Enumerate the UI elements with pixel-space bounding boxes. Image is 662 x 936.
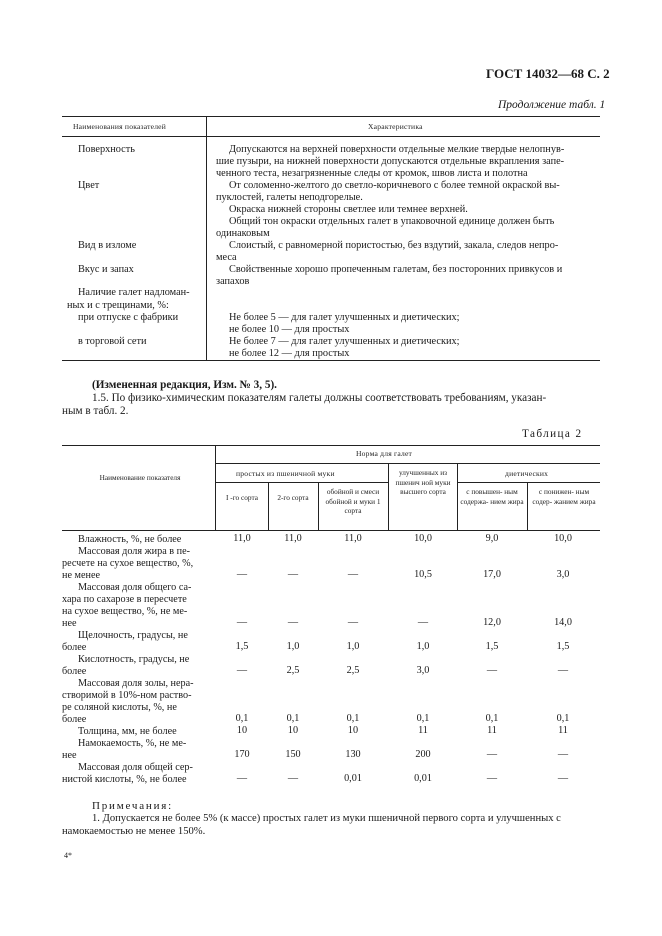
table2-row-name: не менее — [62, 570, 100, 581]
table2-cell: 11 — [558, 725, 568, 736]
table1-row-desc: Не более 7 — для галет улучшенных и диетических; — [229, 336, 460, 347]
table2-cell: — — [486, 773, 498, 784]
table2-row-name: Влажность, %, не более — [78, 534, 182, 545]
table1-col-name-header: Наименования показателей — [73, 122, 167, 131]
table2-row-name: Щелочность, градусы, не — [78, 630, 188, 641]
table2-cell: — — [557, 665, 569, 676]
page-header-title: ГОСТ 14032—68 С. 2 — [486, 66, 610, 81]
table2-cell: — — [486, 749, 498, 760]
paragraph-line: 1.5. По физико-химическим показателям галеты должны соответствовать требованиям, указан- — [92, 392, 547, 404]
table2-cell: — — [287, 617, 299, 628]
table2-improved-header: улучшенных из пшенич ной муки высшего сорта — [395, 468, 451, 496]
table2-cell: — — [236, 569, 248, 580]
table1-row-desc: пуклостей, галеты неподгорелые. — [216, 192, 363, 203]
table-continuation-label: Продолжение табл. 1 — [498, 99, 606, 111]
notes-title: Примечания: — [92, 800, 174, 812]
table2-d1-header: с повышен- ным содержа- нием жира — [460, 487, 524, 506]
table2-cell: — — [347, 617, 359, 628]
table2-row-name: Массовая доля общей сер- — [78, 762, 193, 773]
table2-row-name: нистой кислоты, %, не более — [62, 774, 187, 785]
table2-row-name: более — [62, 642, 87, 653]
table2-cell: 10 — [347, 725, 359, 736]
table2-cell: 11,0 — [284, 533, 302, 544]
table2-cell: 1,5 — [485, 641, 499, 652]
table1-row-desc: запахов — [216, 276, 250, 287]
table2-cell: 3,0 — [416, 665, 430, 676]
table2-row-name: более — [62, 714, 87, 725]
table2-row-name: более — [62, 666, 87, 677]
table2-cell: 12,0 — [483, 617, 501, 628]
table2-cell: — — [287, 569, 299, 580]
table1-row-desc: Слоистый, с равномерной пористостью, без вздутий, закала, следов непро- — [229, 240, 559, 251]
page-footer-mark: 4* — [64, 851, 72, 860]
table2-row-name: Массовая доля золы, нера- — [78, 678, 194, 689]
table1-row-desc: Свойственные хорошо пропеченным галетам, без посторонних привкусов и — [229, 264, 563, 275]
table2-s1-header: I -го сорта — [226, 493, 258, 502]
amendment-note: (Измененная редакция, Изм. № 3, 5). — [92, 379, 277, 391]
table2-cell: 11,0 — [233, 533, 251, 544]
table2-cell: 2,5 — [286, 665, 300, 676]
table2-cell: 10 — [287, 725, 299, 736]
table2-cell: 0,1 — [235, 713, 249, 724]
table1-row-desc: Окраска нижней стороны светлее или темнее верхней. — [229, 204, 468, 215]
table2-cell: 150 — [285, 749, 301, 760]
table1-row-desc: Не более 5 — для галет улучшенных и диетических; — [229, 312, 460, 323]
table2-cell: 2,5 — [346, 665, 360, 676]
table2-cell: — — [236, 773, 248, 784]
table2-cell: 14,0 — [554, 617, 572, 628]
table2-row-name: хара по сахарозе в пересчете — [62, 594, 187, 605]
table1-row-name: при отпуске с фабрики — [78, 312, 179, 323]
table2-row-name: створимой в 10%-ном раство- — [62, 690, 192, 701]
table2-cell: 17,0 — [483, 569, 501, 580]
notes-line: 1. Допускается не более 5% (к массе) простых галет из муки пшеничной первого сорта и улучшенных с — [92, 813, 561, 824]
table2-row-name: Массовая доля жира в пе- — [78, 546, 190, 557]
table1-row-desc: Допускаются на верхней поверхности отдельные мелкие твердые нелопнув- — [229, 144, 565, 155]
table1-row-desc: шие пузыри, на нижней поверхности допускаются отдельные вкрапления запе- — [216, 156, 565, 167]
table2-norm-header: Норма для галет — [356, 449, 413, 458]
table2-row-name: на сухое вещество, %, не ме- — [62, 606, 188, 617]
table1-row-name: Вкус и запах — [78, 264, 134, 275]
table1-row-name: Цвет — [78, 180, 100, 191]
table2-cell: 0,01 — [344, 773, 362, 784]
table2-cell: 10,0 — [414, 533, 432, 544]
table1-row-name: Наличие галет надломан- — [78, 287, 190, 298]
table2-cell: 1,0 — [346, 641, 360, 652]
table2-cell: 170 — [234, 749, 250, 760]
table2-cell: 0,1 — [556, 713, 570, 724]
notes-line: намокаемостью не менее 150%. — [62, 826, 206, 837]
table1-row-name: Поверхность — [78, 144, 135, 155]
table2-cell: 10 — [236, 725, 248, 736]
table1-row-desc: От соломенно-желтого до светло-коричневого с более темной окраской вы- — [229, 180, 560, 191]
table2-cell: 11 — [418, 725, 428, 736]
table1-row-desc: Общий тон окраски отдельных галет в упаковочной единице должен быть — [229, 216, 555, 227]
table2-row-name: ресчете на сухое вещество, %, — [62, 558, 194, 569]
table2-cell: 0,1 — [485, 713, 499, 724]
table2-row-name: Толщина, мм, не более — [78, 726, 177, 737]
table2-cell: 0,1 — [416, 713, 430, 724]
table2-d2-header: с понижен- ным содер- жанием жира — [532, 487, 596, 506]
table2-cell: 3,0 — [556, 569, 570, 580]
table2-cell: — — [557, 773, 569, 784]
table2-cell: — — [417, 617, 429, 628]
table2-cell: 10,5 — [414, 569, 432, 580]
table2-s2-header: 2-го сорта — [277, 493, 309, 502]
table2-cell: — — [486, 665, 498, 676]
table1-row-name: в торговой сети — [78, 336, 147, 347]
table2-row-name: Намокаемость, %, не ме- — [78, 738, 187, 749]
table2-cell: 200 — [415, 749, 431, 760]
table2-cell: 10,0 — [554, 533, 572, 544]
table2-row-name: Массовая доля общего са- — [78, 582, 192, 593]
table2-row-name: нее — [62, 750, 77, 761]
table2-label: Таблица 2 — [522, 428, 583, 440]
table2-cell: 9,0 — [485, 533, 499, 544]
table2-cell: 1,5 — [556, 641, 570, 652]
table2-cell: 11 — [487, 725, 497, 736]
table2-cell: — — [236, 665, 248, 676]
table1-row-desc: не более 12 — для простых — [229, 348, 350, 359]
table2-cell: — — [236, 617, 248, 628]
table2-cell: 0,1 — [286, 713, 300, 724]
table1-row-name: ных и с трещинами, %: — [67, 300, 169, 311]
table2-cell: — — [287, 773, 299, 784]
table2-cell: 0,01 — [414, 773, 432, 784]
table2-row-name: нее — [62, 618, 77, 629]
table2-col-name-header: Наименование показателя — [99, 473, 181, 482]
table1-row-desc: не более 10 — для простых — [229, 324, 350, 335]
table2-row-name: ре соляной кислоты, %, не — [62, 702, 177, 713]
paragraph-line: ным в табл. 2. — [62, 405, 129, 417]
table2-s3-header: обойной и смеси обойной и муки 1 сорта — [325, 487, 381, 515]
table2-cell: 130 — [345, 749, 361, 760]
table2-simple-header: простых из пшеничной муки — [236, 469, 335, 478]
table2-cell: 0,1 — [346, 713, 360, 724]
table2-cell: 1,5 — [235, 641, 249, 652]
table2-row-name: Кислотность, градусы, не — [78, 654, 190, 665]
table2-diet-header: диетических — [505, 469, 549, 478]
table2-cell: — — [557, 749, 569, 760]
table2-cell: 1,0 — [286, 641, 300, 652]
table1-row-desc: ченного теста, незагрязненные следы от кромок, швов листа и полотна — [216, 168, 528, 179]
table2-cell: 1,0 — [416, 641, 430, 652]
table2-cell: — — [347, 569, 359, 580]
table1-col-desc-header: Характеристика — [368, 122, 423, 131]
table1-row-name: Вид в изломе — [78, 240, 137, 251]
table1-row-desc: одинаковым — [216, 228, 270, 239]
table1-row-desc: меса — [216, 252, 237, 263]
table2-cell: 11,0 — [344, 533, 362, 544]
